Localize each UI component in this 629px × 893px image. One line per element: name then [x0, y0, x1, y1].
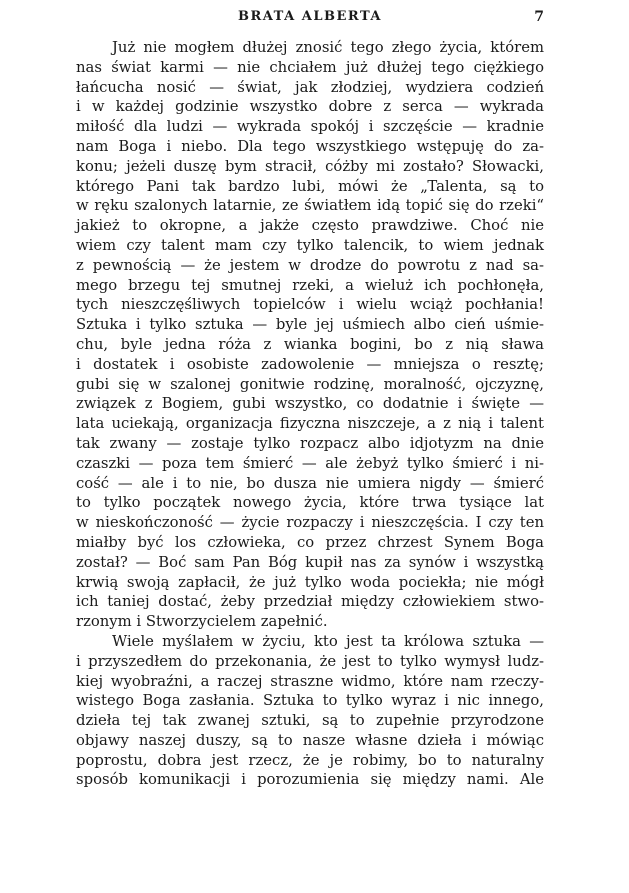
- text-line: łańcucha nosić — świat, jak złodziej, wydziera codzień: [76, 78, 544, 96]
- text-line: wiem czy talent mam czy tylko talencik, to wiem jednak: [76, 236, 544, 254]
- body-text: [76, 38, 544, 790]
- text-line: miłość dla ludzi — wykrada spokój i szczęście — kradnie: [76, 118, 544, 136]
- text-line: objawy naszej duszy, są to nasze własne dzieła i mówiąc: [76, 731, 544, 749]
- text-line: w ręku szalonych latarnie, ze światłem idą topić się do rzeki“: [76, 197, 544, 215]
- text-line: dzieła tej tak zwanej sztuki, są to zupełnie przyrodzone: [76, 712, 544, 730]
- text-line: Sztuka i tylko sztuka — byle jej uśmiech albo cień uśmie-: [76, 316, 544, 334]
- text-line: to tylko początek nowego życia, które trwa tysiące lat: [76, 494, 544, 512]
- text-line: sposób komunikacji i porozumienia się między nami. Ale: [76, 771, 544, 789]
- text-line: mego brzegu tej smutnej rzeki, a wieluż ich pochłonęła,: [76, 276, 544, 294]
- text-line: Już nie mogłem dłużej znosić tego złego życia, którem: [112, 39, 544, 56]
- text-line: poprostu, dobra jest rzecz, że je robimy, bo to naturalny: [76, 751, 544, 769]
- text-line: ich taniej dostać, żeby przedział między człowiekiem stwo-: [76, 593, 544, 611]
- text-line: Wiele myślałem w życiu, kto jest ta królowa sztuka —: [112, 632, 544, 650]
- text-line: został? — Boć sam Pan Bóg kupił nas za synów i wszystką: [76, 553, 544, 571]
- text-line: gubi się w szalonej gonitwie rodzinę, moralność, ojczyznę,: [76, 375, 544, 393]
- text-line: konu; jeżeli duszę bym stracił, cóżby mi zostało? Słowacki,: [76, 157, 544, 175]
- page-number: 7: [534, 9, 544, 25]
- text-line: wistego Boga zasłania. Sztuka to tylko wyraz i nic innego,: [76, 692, 544, 710]
- text-line: nas świat karmi — nie chciałem już dłużej tego ciężkiego: [76, 58, 544, 76]
- text-line: lata uciekają, organizacja fizyczna niszczeje, a z nią i talent: [76, 415, 544, 433]
- text-line: cość — ale i to nie, bo dusza nie umiera nigdy — śmierć: [76, 474, 544, 492]
- text-line: i przyszedłem do przekonania, że jest to tylko wymysł ludz-: [76, 652, 544, 670]
- text-line: którego Pani tak bardzo lubi, mówi że „Talenta, są to: [76, 177, 544, 195]
- running-head: [76, 9, 544, 27]
- text-line: w nieskończoność — życie rozpaczy i nieszczęścia. I czy ten: [76, 514, 544, 532]
- text-line: czaszki — poza tem śmierć — ale żebyż tylko śmierć i ni-: [76, 454, 544, 472]
- text-line: krwią swoją zapłacił, że już tylko woda pociekła; nie mógł: [76, 573, 544, 591]
- text-line: tak zwany — zostaje tylko rozpacz albo idjotyzm na dnie: [76, 434, 544, 452]
- text-line: chu, byle jedna róża z wianka bogini, bo z nią sława: [76, 335, 544, 353]
- running-title: BRATA ALBERTA: [238, 9, 382, 24]
- text-line: jakież to okropne, a jakże często prawdziwe. Choć nie: [76, 217, 544, 235]
- text-line: miałby być los człowieka, co przez chrzest Synem Boga: [76, 533, 544, 551]
- text-line: i dostatek i osobiste zadowolenie — mniejsza o resztę;: [76, 355, 544, 373]
- text-line: nam Boga i niebo. Dla tego wszystkiego wstępuję do za-: [76, 137, 544, 155]
- text-line: i w każdej godzinie wszystko dobre z serca — wykrada: [76, 98, 544, 116]
- text-line: rzonym i Stworzycielem zapełnić.: [76, 613, 328, 631]
- text-line: tych nieszczęśliwych topielców i wielu wciąż pochłania!: [76, 296, 544, 314]
- text-line: kiej wyobraźni, a raczej straszne widmo, które nam rzeczy-: [76, 672, 544, 690]
- text-line: z pewnością — że jestem w drodze do powrotu z nad sa-: [76, 256, 544, 274]
- text-line: związek z Bogiem, gubi wszystko, co dodatnie i święte —: [76, 395, 544, 413]
